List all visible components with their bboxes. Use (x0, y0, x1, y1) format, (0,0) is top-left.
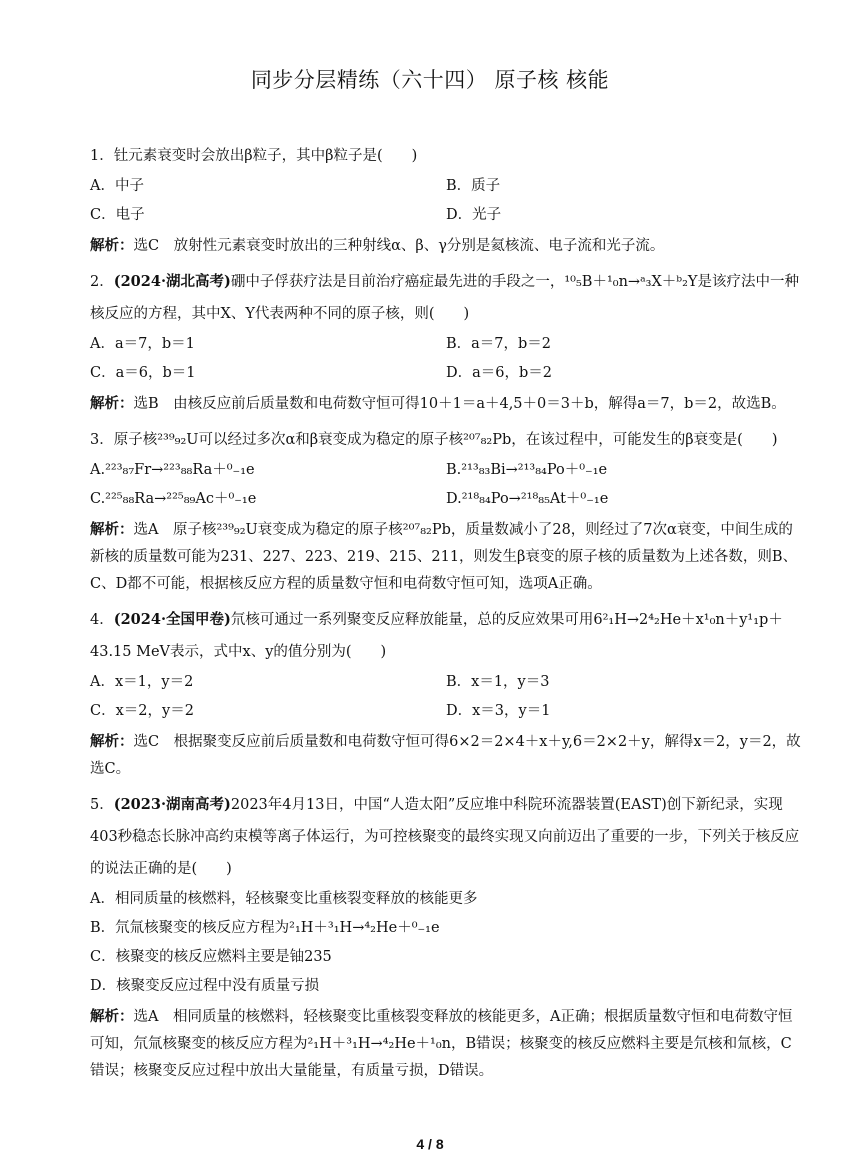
question-stem: 1．钍元素衰变时会放出β粒子，其中β粒子是( ) (90, 148, 418, 164)
option-d: D．a＝6，b＝2 (446, 365, 553, 381)
question-stem (90, 789, 802, 885)
question-4 (90, 604, 802, 783)
options (90, 668, 802, 726)
options (90, 456, 802, 514)
option-b: B．x＝1，y＝3 (446, 674, 550, 690)
analysis (90, 728, 802, 783)
option-b: B．质子 (446, 178, 501, 194)
option-d: D．核聚变反应过程中没有质量亏损 (90, 978, 320, 994)
analysis-text: 选A 相同质量的核燃料，轻核聚变比重核裂变释放的核能更多，A正确；根据质量数守恒和电荷数守恒可知，氘氚核聚变的核反应方程为²₁H＋³₁H→⁴₂He＋¹₀n，B错误；核聚变的核反应燃料主要是氘核和氚核，C错误；核聚变反应过程中放出大量能量，有质量亏损，D错误。 (90, 1009, 793, 1079)
question-number: 4． (90, 612, 114, 628)
question-text: 2023年4月13日，中国“人造太阳”反应堆中科院环流器装置(EAST)创下新纪录，实现403秒稳态长脉冲高约束模等离子体运行，为可控核聚变的最终实现又向前迈出了重要的一步，下列关于核反应的说法正确的是( ) (90, 797, 800, 877)
option-b: B．a＝7，b＝2 (446, 336, 552, 352)
question-5 (90, 789, 802, 1085)
question-source: (2024·湖北高考) (113, 273, 231, 290)
analysis-label: 解析： (90, 733, 134, 750)
question-stem (90, 604, 802, 668)
option-a: A.²²³₈₇Fr→²²³₈₈Ra＋⁰₋₁e (90, 462, 255, 478)
question-stem: 3．原子核²³⁹₉₂U可以经过多次α和β衰变成为稳定的原子核²⁰⁷₈₂Pb，在该过程中，可能发生的β衰变是( ) (90, 432, 778, 448)
option-c: C．x＝2，y＝2 (90, 703, 194, 719)
question-stem (90, 266, 802, 330)
option-a: A．a＝7，b＝1 (90, 336, 195, 352)
analysis-label: 解析： (90, 395, 134, 412)
question-source: (2023·湖南高考) (113, 796, 231, 813)
option-b: B．氘氚核聚变的核反应方程为²₁H＋³₁H→⁴₂He＋⁰₋₁e (90, 920, 440, 936)
question-3 (90, 424, 802, 598)
analysis (90, 390, 802, 418)
option-d: D．x＝3，y＝1 (446, 703, 551, 719)
question-2 (90, 266, 802, 418)
question-number: 2． (90, 274, 114, 290)
question-1 (90, 140, 802, 260)
analysis (90, 516, 802, 598)
option-d: D.²¹⁸₈₄Po→²¹⁸₈₅At＋⁰₋₁e (446, 491, 609, 507)
analysis-text: 选C 放射性元素衰变时放出的三种射线α、β、γ分别是氦核流、电子流和光子流。 (133, 238, 665, 254)
option-c: C．a＝6，b＝1 (90, 365, 196, 381)
option-a: A．x＝1，y＝2 (90, 674, 194, 690)
option-a: A．相同质量的核燃料，轻核聚变比重核裂变释放的核能更多 (90, 891, 478, 907)
analysis-label: 解析： (90, 1008, 134, 1025)
question-text: 氘核可通过一系列聚变反应释放能量，总的反应效果可用6²₁H→2⁴₂He＋x¹₀n＋y¹₁p＋43.15 MeV表示，式中x、y的值分别为( ) (90, 612, 783, 660)
options (90, 885, 802, 1001)
analysis-text: 选C 根据聚变反应前后质量数和电荷数守恒可得6×2＝2×4＋x＋y,6＝2×2＋y，解得x＝2，y＝2，故选C。 (90, 734, 801, 777)
analysis-text: 选A 原子核²³⁹₉₂U衰变成为稳定的原子核²⁰⁷₈₂Pb，质量数减小了28，则经过了7次α衰变，中间生成的新核的质量数可能为231、227、223、219、215、211，则发生β衰变的原子核的质量数为上述各数，则B、C、D都不可能，根据核反应方程的质量数守恒和电荷数守恒可知，选项A正确。 (90, 522, 798, 592)
options (90, 172, 802, 230)
options (90, 330, 802, 388)
question-number: 5． (90, 797, 114, 813)
option-d: D．光子 (446, 207, 502, 223)
option-c: C．核聚变的核反应燃料主要是铀235 (90, 949, 332, 965)
analysis-label: 解析： (90, 521, 134, 538)
question-source: (2024·全国甲卷) (113, 611, 231, 628)
option-b: B.²¹³₈₃Bi→²¹³₈₄Po＋⁰₋₁e (446, 462, 608, 478)
option-c: C.²²⁵₈₈Ra→²²⁵₈₉Ac＋⁰₋₁e (90, 491, 257, 507)
analysis (90, 1003, 802, 1085)
option-a: A．中子 (90, 178, 144, 194)
page-number: 4 / 8 (416, 1136, 444, 1152)
question-text: 硼中子俘获疗法是目前治疗癌症最先进的手段之一，¹⁰₅B＋¹₀n→ᵃ₃X＋ᵇ₂Y是该疗法中一种核反应的方程，其中X、Y代表两种不同的原子核，则( ) (90, 274, 799, 322)
page-title: 同步分层精练（六十四） 原子核 核能 (250, 68, 610, 92)
analysis-label: 解析： (90, 237, 134, 254)
analysis-text: 选B 由核反应前后质量数和电荷数守恒可得10＋1＝a＋4,5＋0＝3＋b，解得a＝7，b＝2，故选B。 (133, 396, 786, 412)
option-c: C．电子 (90, 207, 145, 223)
analysis (90, 232, 802, 260)
question-list (90, 140, 802, 1091)
